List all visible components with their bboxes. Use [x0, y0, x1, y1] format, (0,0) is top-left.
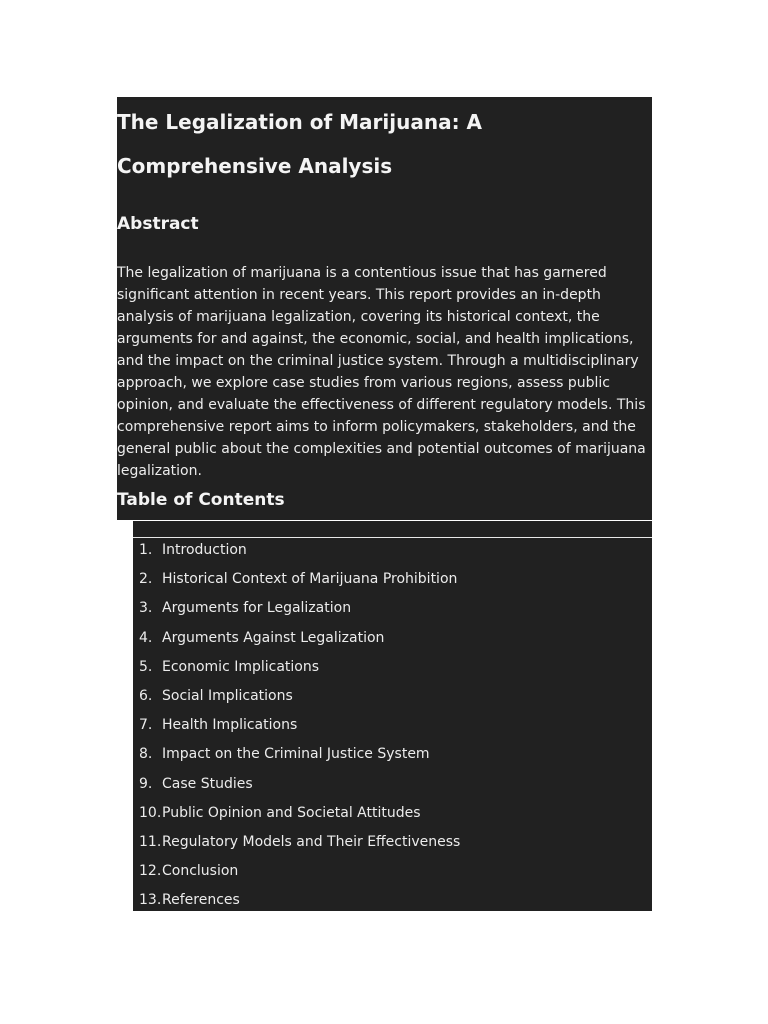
toc-item-number: 7.: [139, 717, 153, 734]
toc-item[interactable]: [139, 711, 460, 740]
toc-item[interactable]: [139, 624, 460, 653]
toc-item[interactable]: [139, 857, 460, 886]
toc-item[interactable]: [139, 565, 460, 594]
toc-item-number: 8.: [139, 746, 153, 763]
toc-item[interactable]: [139, 594, 460, 623]
toc-item[interactable]: [139, 886, 460, 915]
toc-item[interactable]: [139, 770, 460, 799]
toc-list: [139, 536, 460, 915]
toc-item-label: Arguments for Legalization: [162, 600, 352, 617]
toc-item-number: 1.: [139, 542, 153, 558]
toc-item[interactable]: [139, 682, 460, 711]
toc-item-number: 2.: [139, 571, 153, 588]
toc-item-number: 10.: [139, 804, 162, 821]
toc-item-number: 6.: [139, 687, 153, 704]
toc-item[interactable]: [139, 740, 460, 769]
toc-item[interactable]: [139, 536, 460, 565]
document-title: The Legalization of Marijuana: A Comprehensive Analysis: [117, 110, 483, 178]
toc-item[interactable]: [139, 799, 460, 828]
toc-item[interactable]: [139, 653, 460, 682]
toc-item-number: 5.: [139, 658, 153, 675]
toc-item-number: 11.: [139, 833, 162, 850]
toc-item-label: References: [162, 892, 240, 909]
toc-item-number: 3.: [139, 600, 153, 617]
toc-item-label: Historical Context of Marijuana Prohibition: [162, 571, 458, 588]
toc-item-number: 13.: [139, 892, 162, 909]
toc-item-label: Economic Implications: [162, 658, 320, 675]
toc-item-label: Conclusion: [162, 863, 239, 880]
toc-item-number: 12.: [139, 863, 162, 880]
toc-item-label: Public Opinion and Societal Attitudes: [162, 804, 421, 821]
toc-item-label: Introduction: [162, 542, 247, 558]
toc-item-label: Health Implications: [162, 717, 298, 734]
toc-item-number: 4.: [139, 629, 153, 646]
toc-item-label: Arguments Against Legalization: [162, 629, 385, 646]
toc-heading: Table of Contents: [117, 490, 285, 510]
toc-item-label: Social Implications: [162, 687, 293, 704]
abstract-body: The legalization of marijuana is a contentious issue that has garnered significant attention in recent years. This report provides an in-depth analysis of marijuana legalization, covering its historical context, the arguments for and against, the economic, social, and health implications, and the impact on the criminal justice system. Through a multidisciplinary approach, we explore case studies from various regions, assess public opinion, and evaluate the effectiveness of different regulatory models. This comprehensive report aims to inform policymakers, stakeholders, and the general public about the complexities and potential outcomes of marijuana legalization.: [117, 265, 646, 479]
toc-item-label: Case Studies: [162, 775, 253, 792]
toc-item-label: Impact on the Criminal Justice System: [162, 746, 430, 763]
toc-item-number: 9.: [139, 775, 153, 792]
toc-item[interactable]: [139, 828, 460, 857]
abstract-heading: Abstract: [117, 214, 199, 234]
toc-item-label: Regulatory Models and Their Effectiveness: [162, 833, 461, 850]
